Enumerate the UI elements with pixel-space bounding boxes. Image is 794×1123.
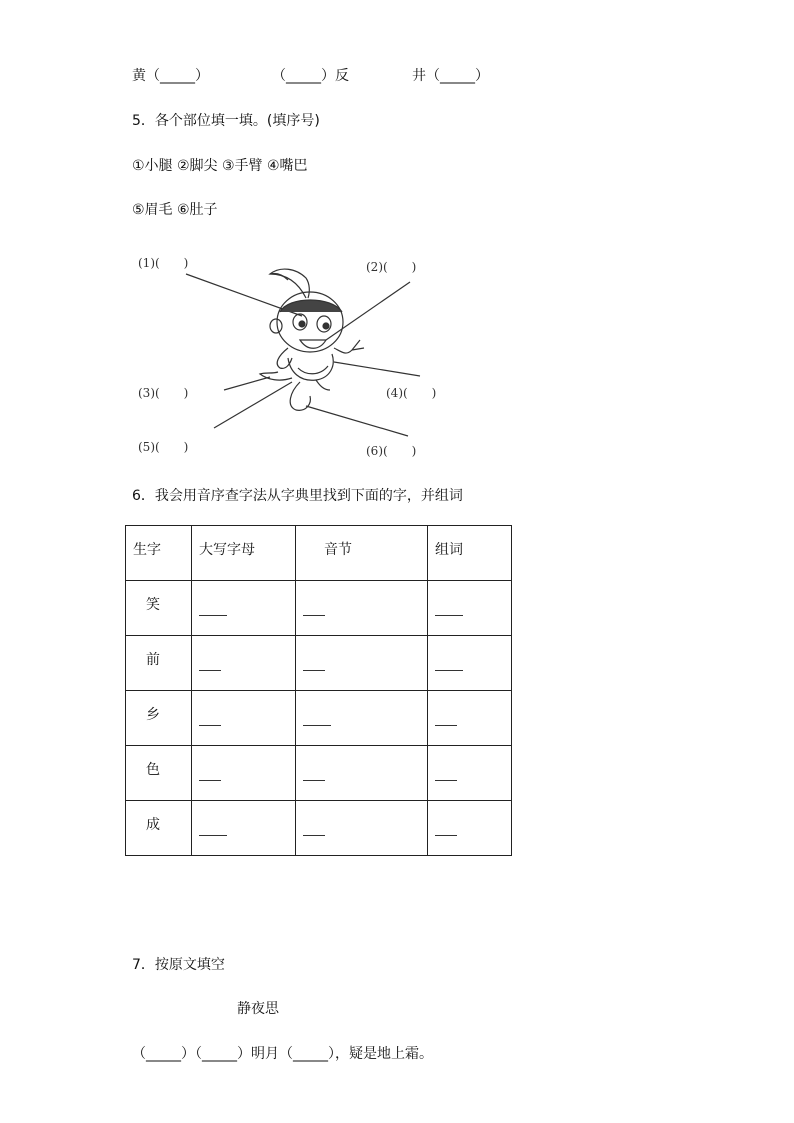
answer-blank[interactable] (435, 766, 457, 781)
character-cell: 乡 (126, 691, 192, 746)
answer-blank[interactable] (435, 711, 457, 726)
answer-blank[interactable] (199, 656, 221, 671)
answer-blank[interactable]: _____ (160, 68, 195, 84)
table-header-row (126, 526, 512, 581)
body-parts-diagram (120, 240, 480, 470)
header-cell: 音节 (296, 526, 428, 581)
blank-cell[interactable] (296, 581, 428, 636)
answer-blank[interactable] (303, 601, 325, 616)
pointer-line-6 (306, 406, 408, 436)
item-text: 井（ (412, 68, 440, 84)
label-1[interactable]: (1)( ) (138, 256, 189, 270)
cartoon-boy-illustration (120, 240, 480, 470)
answer-blank[interactable] (199, 711, 221, 726)
poem-title: 静夜思 (237, 1001, 279, 1017)
question-5-options-1: ①小腿 ②脚尖 ③手臂 ④嘴巴 (132, 158, 308, 174)
fill-item-1 (132, 66, 209, 86)
blank-cell[interactable] (296, 801, 428, 856)
question-5-options-2: ⑤眉毛 ⑥肚子 (132, 202, 218, 218)
blank-cell[interactable] (296, 691, 428, 746)
answer-blank[interactable] (303, 766, 325, 781)
character-cell: 笑 (126, 581, 192, 636)
blank-cell[interactable] (192, 636, 296, 691)
question-5-title: 5．各个部位填一填。(填序号) (132, 113, 320, 129)
label-6[interactable]: (6)( ) (366, 444, 417, 458)
character-cell: 成 (126, 801, 192, 856)
blank-cell[interactable] (192, 746, 296, 801)
label-5[interactable]: (5)( ) (138, 440, 189, 454)
table-row (126, 746, 512, 801)
blank-cell[interactable] (428, 801, 512, 856)
fill-item-3 (412, 66, 489, 86)
table-row (126, 581, 512, 636)
fill-item-2 (272, 66, 349, 86)
header-cell: 大写字母 (192, 526, 296, 581)
answer-blank[interactable] (435, 821, 457, 836)
answer-blank[interactable]: _____ (202, 1046, 237, 1062)
blank-cell[interactable] (296, 636, 428, 691)
blank-cell[interactable] (192, 691, 296, 746)
header-cell: 组词 (428, 526, 512, 581)
blank-cell[interactable] (428, 691, 512, 746)
answer-blank[interactable] (435, 656, 463, 671)
answer-blank[interactable] (303, 821, 325, 836)
table-row (126, 691, 512, 746)
blank-cell[interactable] (428, 581, 512, 636)
question-6-title: 6．我会用音序查字法从字典里找到下面的字，并组词 (132, 488, 463, 504)
answer-blank[interactable] (303, 711, 331, 726)
answer-blank[interactable]: _____ (293, 1046, 328, 1062)
label-4[interactable]: (4)( ) (386, 386, 437, 400)
character-lookup-table (125, 525, 512, 856)
character-cell: 前 (126, 636, 192, 691)
item-text: ）反 (321, 68, 349, 84)
answer-blank[interactable] (199, 766, 221, 781)
label-3[interactable]: (3)( ) (138, 386, 189, 400)
answer-blank[interactable]: _____ (286, 68, 321, 84)
blank-cell[interactable] (192, 801, 296, 856)
blank-cell[interactable] (428, 746, 512, 801)
answer-blank[interactable] (435, 601, 463, 616)
item-text: ） (195, 68, 209, 84)
table-row (126, 636, 512, 691)
answer-blank[interactable]: _____ (440, 68, 475, 84)
answer-blank[interactable] (303, 656, 325, 671)
blank-cell[interactable] (296, 746, 428, 801)
poem-line-1: （_____）（_____）明月（_____），疑是地上霜。 (132, 1046, 433, 1062)
header-cell: 生字 (126, 526, 192, 581)
label-2[interactable]: (2)( ) (366, 260, 417, 274)
question-7-title: 7．按原文填空 (132, 957, 225, 973)
table-row (126, 801, 512, 856)
blank-cell[interactable] (428, 636, 512, 691)
answer-blank[interactable] (199, 601, 227, 616)
character-cell: 色 (126, 746, 192, 801)
answer-blank[interactable] (199, 821, 227, 836)
pointer-line-3 (224, 377, 270, 390)
blank-cell[interactable] (192, 581, 296, 636)
answer-blank[interactable]: _____ (146, 1046, 181, 1062)
pointer-line-4 (334, 362, 420, 376)
item-text: （ (272, 68, 286, 84)
item-text: 黄（ (132, 68, 160, 84)
item-text: ） (475, 68, 489, 84)
